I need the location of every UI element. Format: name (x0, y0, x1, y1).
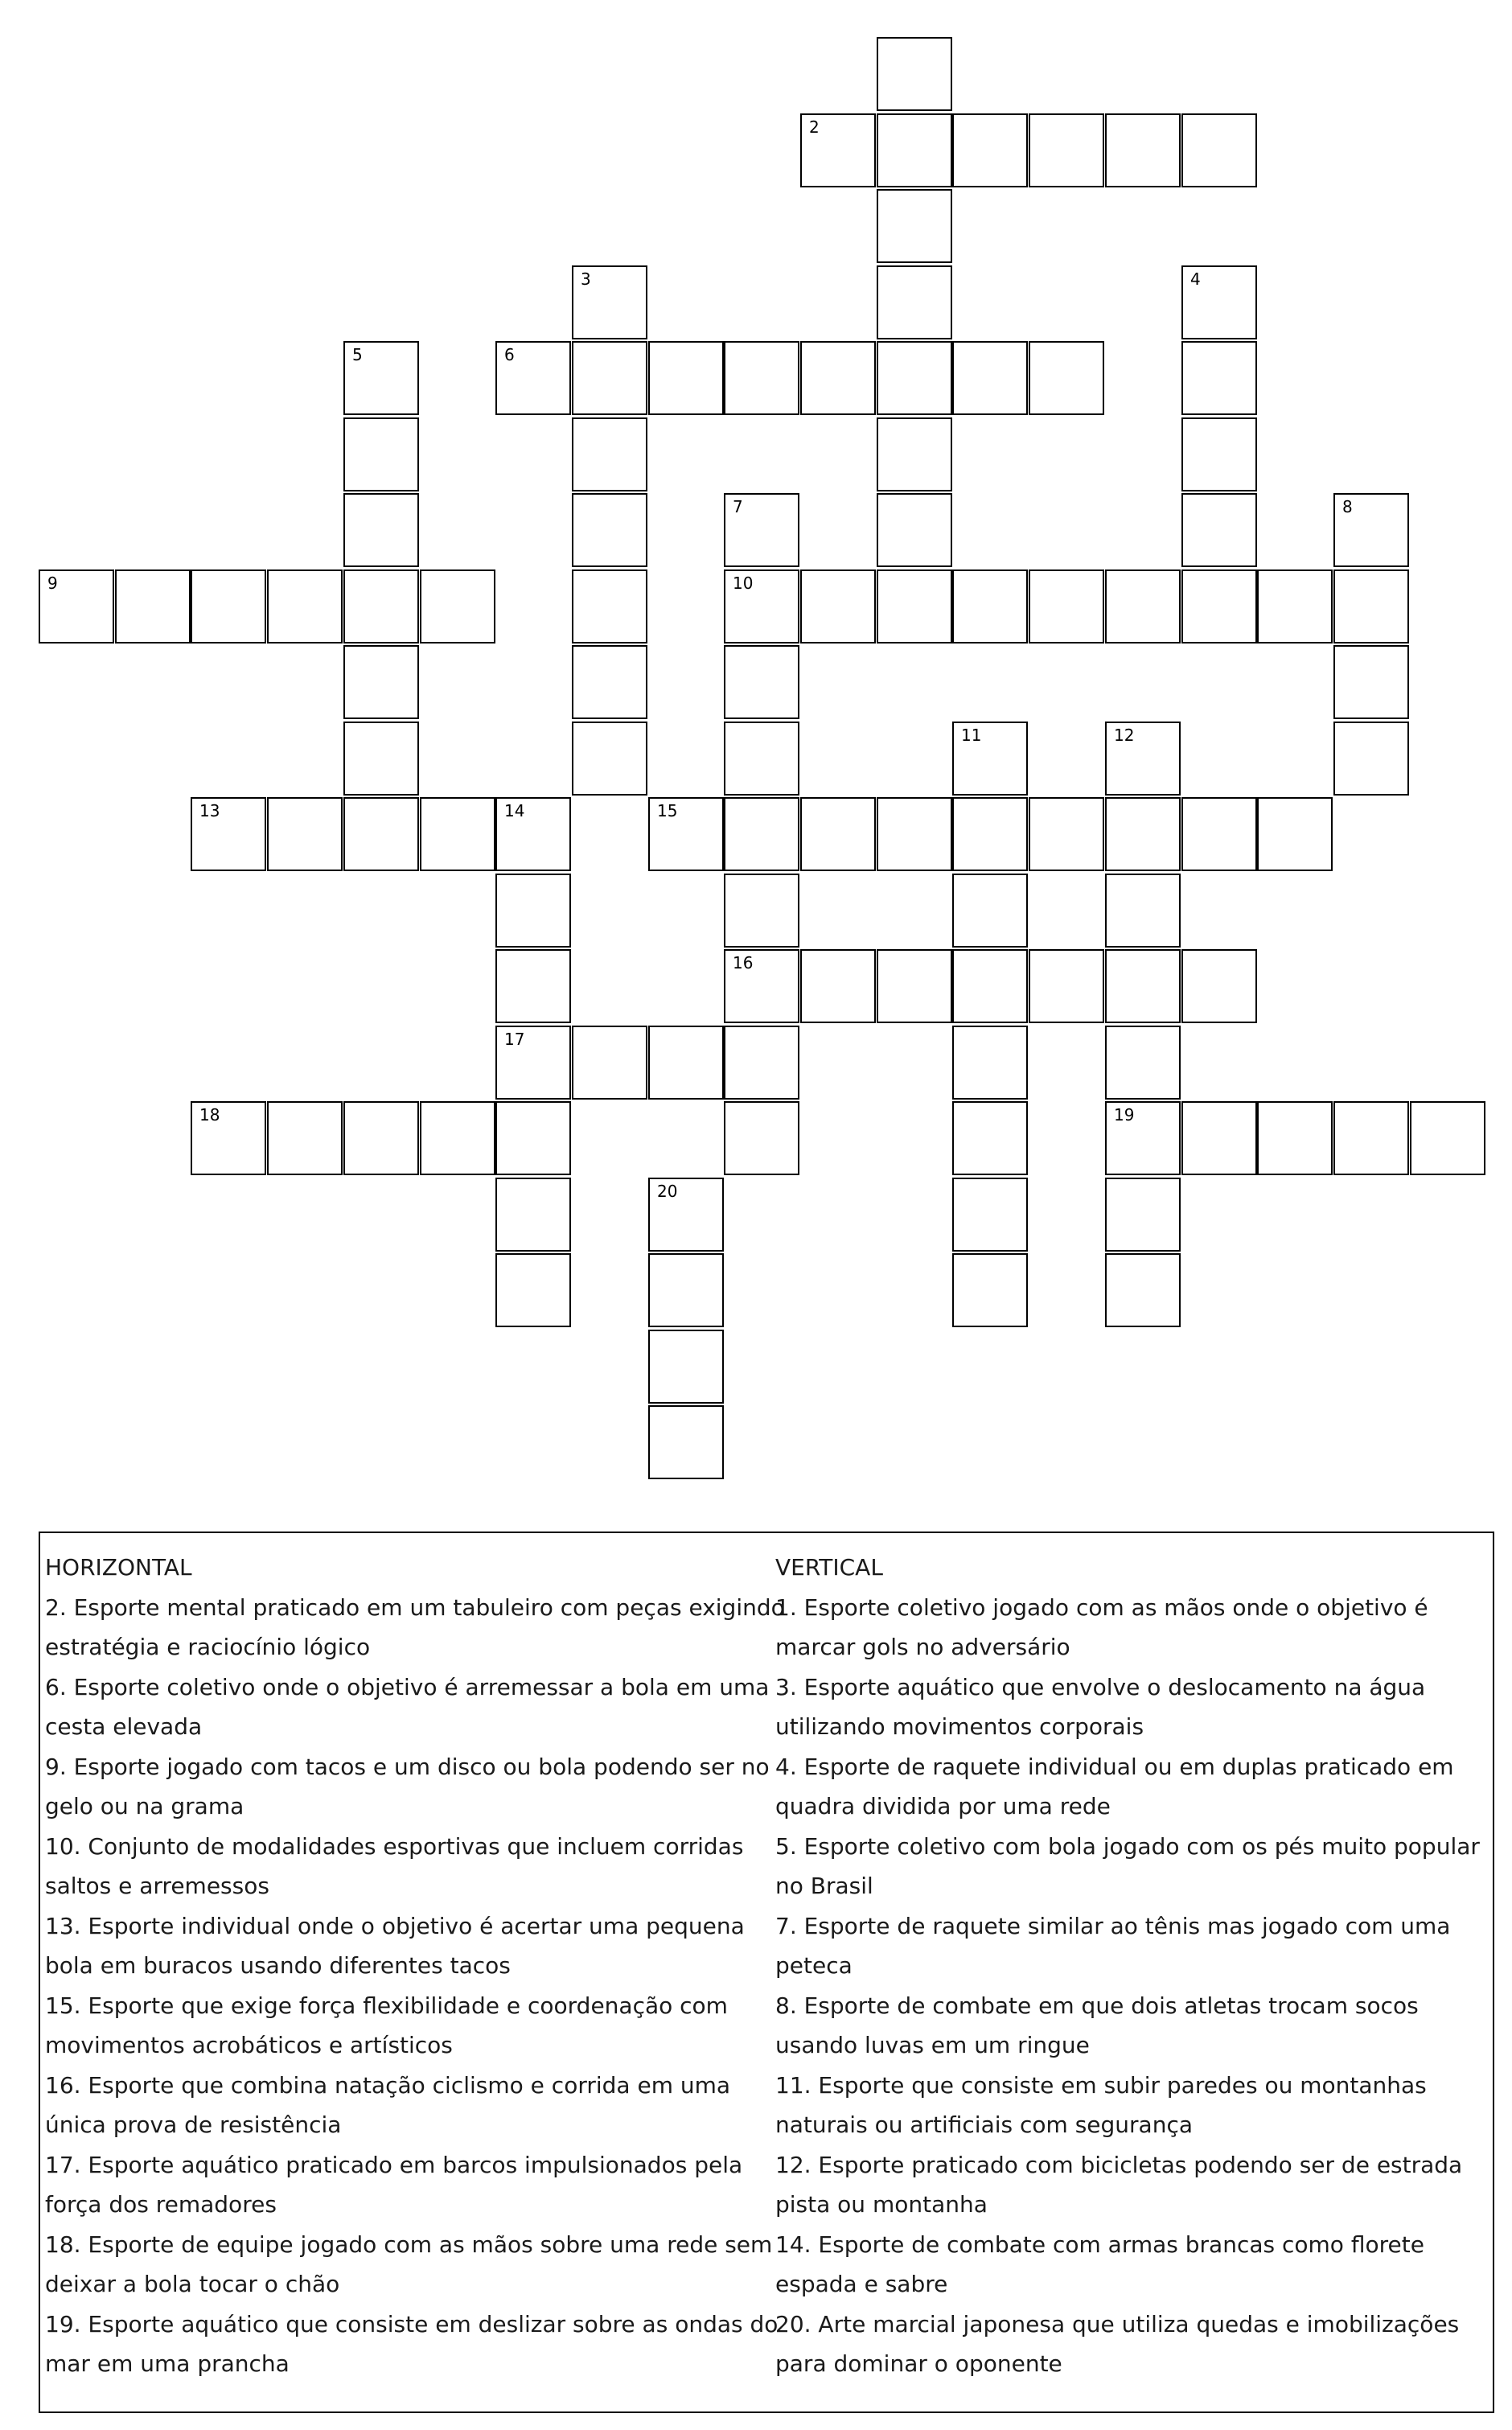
grid-cell[interactable] (495, 874, 571, 948)
grid-cell-11[interactable] (952, 722, 1028, 796)
grid-cell[interactable] (877, 189, 952, 263)
clue-horizontal-18: 18. Esporte de equipe jogado com as mãos sobre uma rede sem deixar a bola tocar o chão (45, 2231, 773, 2297)
grid-cell[interactable] (648, 1026, 724, 1100)
clue-number: 9 (47, 574, 58, 593)
grid-cell[interactable] (495, 1101, 571, 1175)
grid-cell-20[interactable] (648, 1178, 724, 1252)
grid-cell[interactable] (952, 1101, 1028, 1175)
grid-cell[interactable] (267, 797, 343, 871)
clue-vertical-7: 7. Esporte de raquete similar ao tênis mas jogado com uma peteca (775, 1912, 1451, 1979)
grid-cell-9[interactable] (39, 569, 114, 643)
grid-cell[interactable] (343, 417, 419, 491)
grid-cell[interactable] (724, 874, 799, 948)
grid-cell-17[interactable] (495, 1026, 571, 1100)
grid-cell[interactable] (877, 113, 952, 187)
grid-cell[interactable] (1181, 569, 1257, 643)
grid-cell[interactable] (800, 341, 876, 415)
grid-cell-8[interactable] (1333, 493, 1409, 567)
grid-cell[interactable] (1333, 569, 1409, 643)
grid-cell[interactable] (952, 874, 1028, 948)
clue-number: 12 (1114, 726, 1135, 745)
grid-cell[interactable] (877, 341, 952, 415)
clue-number: 13 (199, 801, 220, 820)
grid-cell[interactable] (420, 569, 495, 643)
grid-cell[interactable] (1410, 1101, 1485, 1175)
horizontal-heading: HORIZONTAL (45, 1554, 192, 1581)
grid-cell[interactable] (648, 1253, 724, 1327)
clue-horizontal-15: 15. Esporte que exige força flexibilidade e coordenação com movimentos acrobáticos e artísticos (45, 1992, 728, 2058)
grid-cell[interactable] (648, 1330, 724, 1404)
clue-number: 18 (199, 1105, 220, 1125)
grid-cell[interactable] (724, 797, 799, 871)
clue-vertical-8: 8. Esporte de combate em que dois atletas trocam socos usando luvas em um ringue (775, 1992, 1419, 2058)
grid-cell[interactable] (572, 341, 647, 415)
clue-vertical-3: 3. Esporte aquático que envolve o deslocamento na água utilizando movimentos corporais (775, 1673, 1426, 1740)
grid-cell[interactable] (800, 949, 876, 1023)
grid-cell[interactable] (877, 949, 952, 1023)
clue-horizontal-16: 16. Esporte que combina natação ciclismo e corrida em uma única prova de resistência (45, 2071, 731, 2138)
grid-cell[interactable] (724, 341, 799, 415)
grid-cell-14[interactable] (495, 797, 571, 871)
grid-cell[interactable] (877, 493, 952, 567)
grid-cell-4[interactable] (1181, 265, 1257, 339)
grid-cell[interactable] (1257, 797, 1333, 871)
grid-cell[interactable] (1257, 1101, 1333, 1175)
grid-cell-18[interactable] (191, 1101, 266, 1175)
grid-cell[interactable] (952, 797, 1028, 871)
clue-number: 17 (504, 1030, 525, 1049)
grid-cell[interactable] (1105, 1026, 1181, 1100)
clue-number: 14 (504, 801, 525, 820)
clue-number: 8 (1342, 497, 1353, 516)
clue-number: 20 (657, 1182, 678, 1201)
grid-cell[interactable] (877, 37, 952, 111)
grid-cell-7[interactable] (724, 493, 799, 567)
clue-horizontal-19: 19. Esporte aquático que consiste em deslizar sobre as ondas do mar em uma prancha (45, 2310, 779, 2377)
grid-cell[interactable] (648, 1405, 724, 1479)
clue-number: 15 (657, 801, 678, 820)
clue-number: 19 (1114, 1105, 1135, 1125)
horizontal-clues-column (45, 1548, 785, 2384)
grid-cell[interactable] (267, 1101, 343, 1175)
grid-cell-15[interactable] (648, 797, 724, 871)
grid-cell-12[interactable] (1105, 722, 1181, 796)
grid-cell[interactable] (1181, 341, 1257, 415)
grid-cell[interactable] (572, 1026, 647, 1100)
grid-cell[interactable] (420, 1101, 495, 1175)
grid-cell-19[interactable] (1105, 1101, 1181, 1175)
grid-cell[interactable] (877, 797, 952, 871)
grid-cell[interactable] (1333, 1101, 1409, 1175)
vertical-clues-column (775, 1548, 1491, 2384)
grid-cell[interactable] (1181, 113, 1257, 187)
grid-cell[interactable] (343, 797, 419, 871)
grid-cell[interactable] (495, 1253, 571, 1327)
grid-cell-3[interactable] (572, 265, 647, 339)
clue-number: 3 (581, 269, 591, 289)
grid-cell[interactable] (1333, 722, 1409, 796)
grid-cell[interactable] (572, 569, 647, 643)
grid-cell[interactable] (495, 1178, 571, 1252)
grid-cell[interactable] (952, 1026, 1028, 1100)
clue-number: 10 (733, 574, 754, 593)
clue-number: 7 (733, 497, 743, 516)
grid-cell[interactable] (343, 1101, 419, 1175)
grid-cell[interactable] (1181, 417, 1257, 491)
grid-cell[interactable] (1029, 113, 1104, 187)
grid-cell[interactable] (952, 1253, 1028, 1327)
grid-cell[interactable] (572, 722, 647, 796)
grid-cell[interactable] (952, 569, 1028, 643)
clue-vertical-14: 14. Esporte de combate com armas brancas como florete espada e sabre (775, 2231, 1424, 2297)
grid-cell-10[interactable] (724, 569, 799, 643)
grid-cell[interactable] (1105, 1178, 1181, 1252)
clue-vertical-5: 5. Esporte coletivo com bola jogado com os pés muito popular no Brasil (775, 1832, 1480, 1899)
grid-cell[interactable] (952, 1178, 1028, 1252)
grid-cell[interactable] (191, 569, 266, 643)
grid-cell[interactable] (420, 797, 495, 871)
grid-cell[interactable] (343, 722, 419, 796)
grid-cell-6[interactable] (495, 341, 571, 415)
grid-cell[interactable] (952, 949, 1028, 1023)
grid-cell[interactable] (1029, 569, 1104, 643)
grid-cell[interactable] (115, 569, 191, 643)
clue-horizontal-17: 17. Esporte aquático praticado em barcos impulsionados pela força dos remadores (45, 2151, 743, 2218)
grid-cell[interactable] (1181, 949, 1257, 1023)
grid-cell[interactable] (724, 1026, 799, 1100)
grid-cell[interactable] (1029, 341, 1104, 415)
grid-cell[interactable] (572, 493, 647, 567)
grid-cell[interactable] (343, 569, 419, 643)
grid-cell[interactable] (952, 341, 1028, 415)
grid-cell[interactable] (1105, 949, 1181, 1023)
grid-cell[interactable] (572, 417, 647, 491)
grid-cell[interactable] (343, 645, 419, 719)
clue-vertical-1: 1. Esporte coletivo jogado com as mãos onde o objetivo é marcar gols no adversário (775, 1593, 1428, 1660)
clue-number: 4 (1190, 269, 1201, 289)
grid-cell[interactable] (1105, 874, 1181, 948)
clue-horizontal-13: 13. Esporte individual onde o objetivo é acertar uma pequena bola em buracos usando diferentes tacos (45, 1912, 745, 1979)
grid-cell[interactable] (1029, 797, 1104, 871)
grid-cell[interactable] (1105, 113, 1181, 187)
grid-cell[interactable] (800, 797, 876, 871)
clue-horizontal-10: 10. Conjunto de modalidades esportivas que incluem corridas saltos e arremessos (45, 1832, 744, 1899)
grid-cell[interactable] (724, 1101, 799, 1175)
grid-cell[interactable] (1105, 569, 1181, 643)
grid-cell[interactable] (877, 417, 952, 491)
grid-cell[interactable] (1257, 569, 1333, 643)
grid-cell-16[interactable] (724, 949, 799, 1023)
grid-cell[interactable] (1105, 797, 1181, 871)
clue-horizontal-6: 6. Esporte coletivo onde o objetivo é arremessar a bola em uma cesta elevada (45, 1673, 770, 1740)
clue-vertical-4: 4. Esporte de raquete individual ou em duplas praticado em quadra dividida por uma rede (775, 1753, 1454, 1819)
clue-vertical-20: 20. Arte marcial japonesa que utiliza quedas e imobilizações para dominar o oponente (775, 2310, 1460, 2377)
clue-horizontal-9: 9. Esporte jogado com tacos e um disco ou bola podendo ser no gelo ou na grama (45, 1753, 770, 1819)
grid-cell[interactable] (572, 645, 647, 719)
clue-number: 11 (961, 726, 982, 745)
clue-vertical-12: 12. Esporte praticado com bicicletas podendo ser de estrada pista ou montanha (775, 2151, 1463, 2218)
grid-cell[interactable] (724, 645, 799, 719)
clue-vertical-11: 11. Esporte que consiste em subir paredes ou montanhas naturais ou artificiais com segurança (775, 2071, 1427, 2138)
grid-cell[interactable] (877, 265, 952, 339)
grid-cell[interactable] (724, 722, 799, 796)
clue-number: 16 (733, 953, 754, 972)
grid-cell[interactable] (1029, 949, 1104, 1023)
grid-cell-13[interactable] (191, 797, 266, 871)
grid-cell[interactable] (1181, 493, 1257, 567)
vertical-heading: VERTICAL (775, 1554, 883, 1581)
grid-cell[interactable] (1333, 645, 1409, 719)
grid-cell[interactable] (877, 569, 952, 643)
clue-number: 2 (809, 117, 820, 137)
clue-number: 5 (352, 345, 363, 364)
grid-cell[interactable] (1181, 1101, 1257, 1175)
grid-cell[interactable] (1181, 797, 1257, 871)
grid-cell[interactable] (648, 341, 724, 415)
grid-cell[interactable] (343, 493, 419, 567)
grid-cell[interactable] (267, 569, 343, 643)
clue-number: 6 (504, 345, 515, 364)
grid-cell[interactable] (1105, 1253, 1181, 1327)
grid-cell-2[interactable] (800, 113, 876, 187)
grid-cell[interactable] (495, 949, 571, 1023)
grid-cell-5[interactable] (343, 341, 419, 415)
clue-horizontal-2: 2. Esporte mental praticado em um tabuleiro com peças exigindo estratégia e raciocínio lógico (45, 1593, 785, 1660)
grid-cell[interactable] (800, 569, 876, 643)
grid-cell[interactable] (952, 113, 1028, 187)
clue-box (39, 1532, 1494, 2413)
